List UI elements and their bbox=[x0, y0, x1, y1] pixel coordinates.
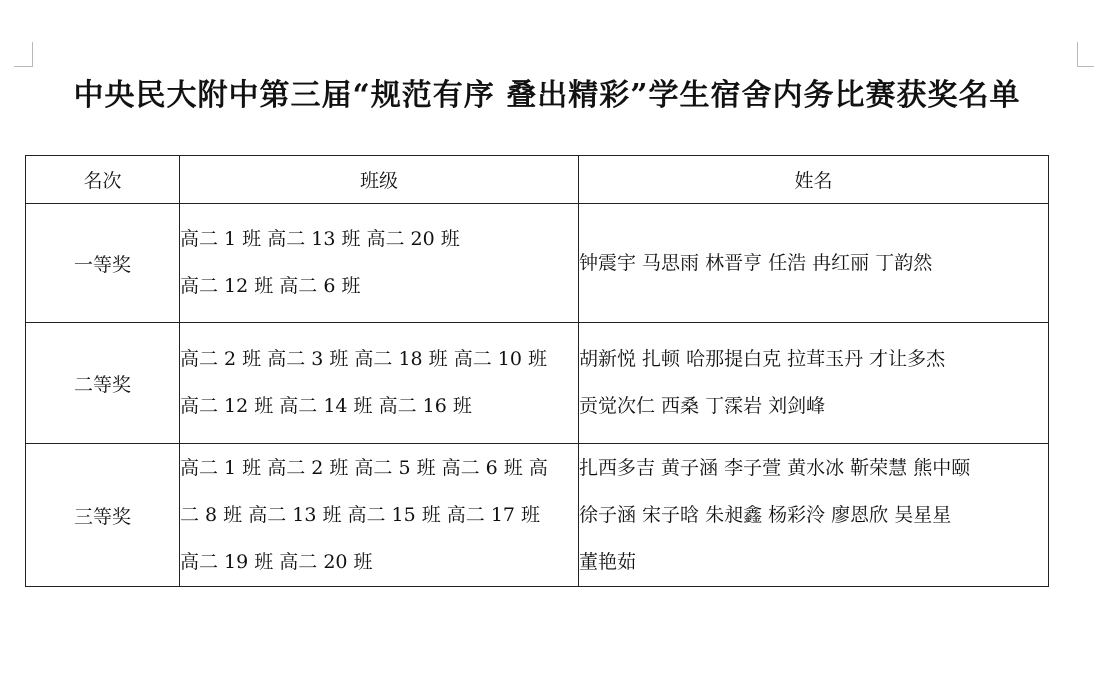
names-line: 扎西多吉 黄子涵 李子萱 黄水冰 靳荣慧 熊中颐 bbox=[579, 456, 971, 479]
names-line: 徐子涵 宋子晗 朱昶鑫 杨彩泠 廖恩欣 吴星星 bbox=[579, 503, 952, 526]
header-names: 姓名 bbox=[579, 156, 1049, 204]
class-cell bbox=[180, 444, 579, 587]
table-row bbox=[26, 204, 1049, 323]
rank-cell: 二等奖 bbox=[26, 323, 180, 444]
header-class: 班级 bbox=[180, 156, 579, 204]
names-line: 胡新悦 扎顿 哈那提白克 拉茸玉丹 才让多杰 bbox=[579, 348, 946, 370]
names-line: 贡觉次仁 西桑 丁霂岩 刘剑峰 bbox=[579, 395, 826, 417]
table-row bbox=[26, 323, 1049, 444]
class-cell bbox=[180, 204, 579, 323]
rank-cell: 一等奖 bbox=[26, 204, 180, 323]
class-line: 二 8 班 高二 13 班 高二 15 班 高二 17 班 bbox=[180, 503, 541, 526]
class-line: 高二 2 班 高二 3 班 高二 18 班 高二 10 班 bbox=[180, 348, 547, 370]
margin-mark-top-left bbox=[14, 42, 33, 67]
class-line: 高二 1 班 高二 13 班 高二 20 班 bbox=[180, 228, 460, 250]
class-line: 高二 12 班 高二 14 班 高二 16 班 bbox=[180, 395, 472, 417]
rank-cell: 三等奖 bbox=[26, 444, 180, 587]
names-line: 钟震宇 马思雨 林晋亨 任浩 冉红丽 丁韵然 bbox=[579, 251, 933, 274]
class-cell bbox=[180, 323, 579, 444]
header-rank: 名次 bbox=[26, 156, 180, 204]
names-line: 董艳茹 bbox=[579, 550, 637, 573]
awards-table bbox=[25, 155, 1049, 587]
class-line: 高二 19 班 高二 20 班 bbox=[180, 550, 373, 573]
table-row bbox=[26, 444, 1049, 587]
class-line: 高二 12 班 高二 6 班 bbox=[180, 275, 361, 297]
table-header-row bbox=[26, 156, 1049, 204]
document-title: 中央民大附中第三届“规范有序 叠出精彩”学生宿舍内务比赛获奖名单 bbox=[73, 78, 1021, 113]
names-cell bbox=[579, 204, 1049, 323]
names-cell bbox=[579, 323, 1049, 444]
margin-mark-top-right bbox=[1077, 42, 1094, 67]
class-line: 高二 1 班 高二 2 班 高二 5 班 高二 6 班 高 bbox=[180, 456, 548, 479]
names-cell bbox=[579, 444, 1049, 587]
